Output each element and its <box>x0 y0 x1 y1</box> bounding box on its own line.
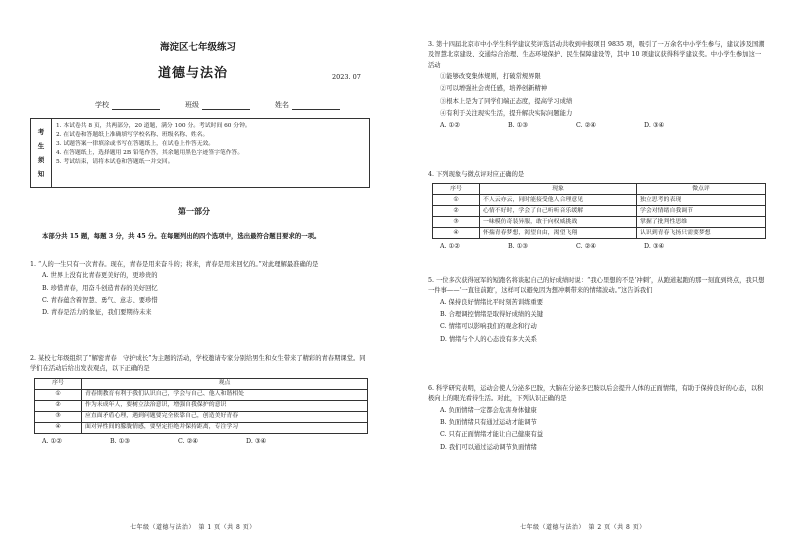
school-label: 学校 <box>95 101 109 109</box>
table-cell: 心情不好时，学会了自己听听音乐缓解 <box>480 206 637 217</box>
statement-item: ②可以增强社会责任感，培养创新精神 <box>440 85 548 93</box>
subject-title: 道德与法治 <box>158 66 229 81</box>
question-stem: 6. 科学研究表明，运动会使人分泌多巴胺，大脑在分泌多巴胺以后会提升人体的正面情绪，有助于保持良好的心态，以积极向上的眼光看待生活。对此，下列认识正确的是 <box>428 385 764 403</box>
notice-heading-char: 知 <box>37 169 45 178</box>
statement-item: ④有利于关注现实生活，提升解决实际问题能力 <box>440 109 573 117</box>
table-header: 序号 <box>35 378 82 389</box>
table-header: 现象 <box>480 184 637 195</box>
table-row <box>433 217 766 228</box>
notice-list <box>52 119 255 187</box>
page-footer: 七年级（道德与法治） 第 1 页（共 8 页） <box>130 524 256 531</box>
option-a[interactable]: A. 负面情绪一定都会危害身体健康 <box>440 406 537 414</box>
question-6 <box>428 384 766 454</box>
question-stem: 1. “人的一生只有一次青春。现在，青春是用来奋斗的；将来，青春是用来回忆的。”对此理解最准确的是 <box>30 261 319 268</box>
option-c[interactable]: C. ②④ <box>178 437 198 445</box>
option-b[interactable]: B. 合理调控情绪是取得好成绩的关键 <box>440 311 544 319</box>
school-blank[interactable] <box>112 101 160 110</box>
page-footer: 七年级（道德与法治） 第 2 页（共 8 页） <box>520 524 646 531</box>
table-row <box>35 422 368 433</box>
table-row <box>433 228 766 239</box>
options-row <box>42 436 368 448</box>
table-cell: 不人云亦云，同时能接受他人合理意见 <box>480 195 637 206</box>
notice-item: 2. 在试卷和答题纸上准确填写学校名称、班级名称、姓名。 <box>56 131 209 138</box>
table-cell: 认识到青春飞扬只需要梦想 <box>637 228 766 239</box>
table-row <box>35 411 368 422</box>
option-b[interactable]: B. 负面情绪只有通过运动才能调节 <box>440 419 537 427</box>
option-a[interactable]: A. ①② <box>42 437 62 445</box>
table-cell: 面对异性间的朦胧情感，要坚定拒绝并保持距离，专注学习 <box>82 422 368 433</box>
options-row <box>440 120 766 132</box>
option-a[interactable]: A. ①② <box>440 122 460 130</box>
table-cell: 一味模仿奇装异服，敢于向权威挑战 <box>480 217 637 228</box>
notice-item: 1. 本试卷共 8 页，共两部分，20 道题，满分 100 分。考试时间 60 分钟。 <box>56 122 251 129</box>
exam-date: 2023. 07 <box>332 73 361 81</box>
phenomenon-table <box>432 183 766 239</box>
option-d[interactable]: D. 青春是活力的象征，我们要期待未来 <box>42 309 152 317</box>
table-cell: 掌握了批判性思维 <box>637 217 766 228</box>
notice-item: 3. 试题答案一律填涂或书写在答题纸上，在试卷上作答无效。 <box>56 140 215 147</box>
option-c[interactable]: C. 青春蕴含着智慧、勇气、意志、要珍惜 <box>42 296 158 304</box>
option-d[interactable]: D. ③④ <box>246 437 267 445</box>
viewpoint-table <box>34 378 368 434</box>
table-row <box>433 206 766 217</box>
notice-heading <box>31 119 52 187</box>
option-a[interactable]: A. 世界上没有比青春更美好的，更珍贵的 <box>42 272 158 280</box>
table-header: 序号 <box>433 184 480 195</box>
question-stem: 4. 下列现象与微点评对应正确的是 <box>428 171 525 178</box>
question-3 <box>428 40 766 132</box>
table-cell: ② <box>35 400 82 411</box>
table-cell: ③ <box>433 217 480 228</box>
table-cell: 青春期教育有利于我们认识自己，学会与自己、他人和谐相处 <box>82 389 368 400</box>
option-c[interactable]: C. ②④ <box>576 243 596 251</box>
option-c[interactable]: C. 情绪可以影响我们的观念和行动 <box>440 323 537 331</box>
class-blank[interactable] <box>202 101 250 110</box>
table-cell: ③ <box>35 411 82 422</box>
table-cell: ④ <box>433 228 480 239</box>
question-stem: 5. 一位多次获得冠军的短跑名将谈起自己的好成绩时说：“我心里想的不是‘冲刺’，从跑道起跑的那一刻直到终点，我只想一件事——‘一直往前跑’，这样可以避免因为想冲刺带来的情绪波动。”这告诉我们 <box>428 277 765 295</box>
part-title: 第一部分 <box>178 206 210 216</box>
table-cell: ② <box>433 206 480 217</box>
question-5 <box>428 276 766 346</box>
options-row <box>440 241 766 253</box>
notice-heading-char: 须 <box>37 155 45 164</box>
table-header: 观点 <box>82 378 368 389</box>
option-b[interactable]: B. ①③ <box>508 122 528 130</box>
table-cell: ① <box>35 389 82 400</box>
table-header-row <box>35 378 368 389</box>
notice-heading-char: 考 <box>37 127 45 136</box>
question-1 <box>30 260 368 319</box>
part-description: 本部分共 15 题，每题 3 分，共 45 分。在每题列出的四个选项中，选出最符合题目要求的一项。 <box>42 232 321 240</box>
notice-item: 4. 在答题纸上，选择题用 2B 铅笔作答，其余题用黑色字迹签字笔作答。 <box>56 149 244 156</box>
option-c[interactable]: C. 只有正面情绪才能让自己健康有益 <box>440 431 544 439</box>
notice-item: 5. 考试结束，请将本试卷和答题纸一并交回。 <box>56 158 174 165</box>
option-b[interactable]: B. ①③ <box>508 243 528 251</box>
student-info-line <box>70 101 370 110</box>
question-stem: 3. 第十四届北京市中小学生科学建议奖评选活动共收到申报项目 9835 项，吸引了一万余名中小学生参与，建议涉及国潮及智慧北京建设、交通综合治理、生态环境保护、民生保障建设等，其中 10 项建议获得科学建议奖。中小学生参加这一活动 <box>428 41 765 69</box>
option-b[interactable]: B. 珍惜青春，用奋斗创造青春的美好回忆 <box>42 284 158 292</box>
exam-notice-box <box>30 118 370 188</box>
table-cell: 独立思考的表现 <box>637 195 766 206</box>
table-cell: ① <box>433 195 480 206</box>
table-cell: 应直面矛盾心理，遇到问题要完全依靠自己，创造美好青春 <box>82 411 368 422</box>
statement-item: ①能够改变集体规则，打破常规界限 <box>440 73 541 81</box>
question-stem: 2. 某校七年级组织了“解密青春 守护成长”为主题的活动，学校邀请专家分别给男生和女生带来了精彩的青春期课堂。同学们在活动后给出发表观点，以下正确的是 <box>30 355 366 373</box>
option-d[interactable]: D. 我们可以通过运动调节负面情绪 <box>440 443 537 451</box>
table-row <box>433 195 766 206</box>
table-row <box>35 389 368 400</box>
question-4 <box>428 170 766 253</box>
table-cell: 学会对情绪自我调节 <box>637 206 766 217</box>
name-blank[interactable] <box>292 101 340 110</box>
exam-title: 海淀区七年级练习 <box>160 42 237 53</box>
option-a[interactable]: A. 保持良好情绪比平时刻苦训练重要 <box>440 298 544 306</box>
table-cell: ④ <box>35 422 82 433</box>
option-c[interactable]: C. ②④ <box>576 122 596 130</box>
name-label: 姓名 <box>275 101 289 109</box>
notice-heading-char: 生 <box>37 141 45 150</box>
table-cell: 怀揣青春梦想，渴望自由，渴望飞翔 <box>480 228 637 239</box>
question-2 <box>30 354 368 448</box>
statement-item: ③根本上是为了同学们端正态度，提高学习成绩 <box>440 97 573 105</box>
option-b[interactable]: B. ①③ <box>110 437 130 445</box>
table-row <box>35 400 368 411</box>
table-cell: 作为未成年人，要树立法治意识，增强自我保护的意识 <box>82 400 368 411</box>
option-d[interactable]: D. 情绪与个人的心态没有多大关系 <box>440 335 537 343</box>
table-header: 微点评 <box>637 184 766 195</box>
table-header-row <box>433 184 766 195</box>
class-label: 班级 <box>185 101 199 109</box>
option-a[interactable]: A. ①② <box>440 243 460 251</box>
option-d[interactable]: D. ③④ <box>644 243 665 251</box>
option-d[interactable]: D. ③④ <box>644 122 665 130</box>
